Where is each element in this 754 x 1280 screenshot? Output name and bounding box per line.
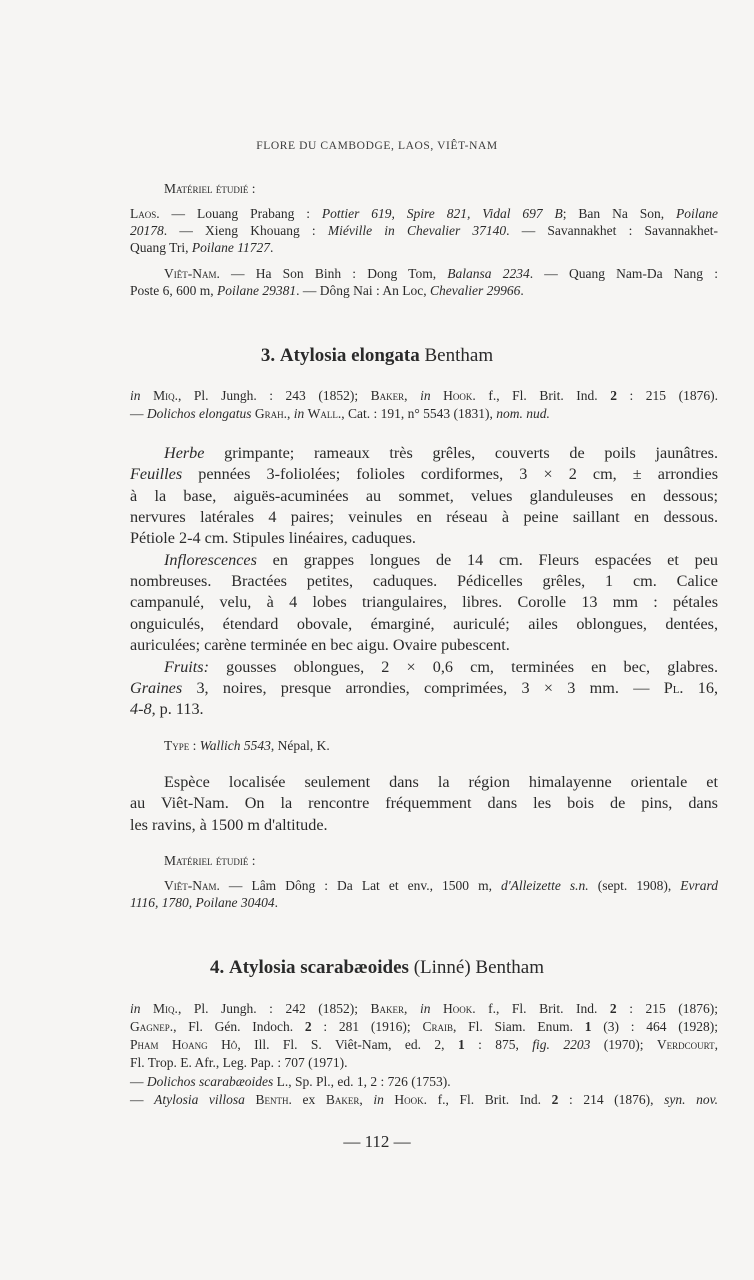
desc-line-1: Herbe grimpante; rameaux très grêles, couverts de poils jaunâtres.: [164, 444, 718, 462]
distribution-line-3: les ravins, à 1500 m d'altitude.: [130, 816, 328, 834]
species-3-ref-2: — Dolichos elongatus Grah., in Wall., Cat. : 191, n° 5543 (1831), nom. nud.: [130, 406, 550, 421]
desc-line-12: Graines 3, noires, presque arrondies, comprimées, 3 × 3 mm. — Pl. 16,: [130, 679, 718, 697]
species-3-ref-1: in Miq., Pl. Jungh. : 243 (1852); Baker, in Hook. f., Fl. Brit. Ind. 2 : 215 (1876).: [130, 388, 718, 403]
desc-line-9: onguiculés, étendard obovale, émarginé, auriculé; ailes oblongues, dentées,: [130, 615, 718, 633]
materiel-heading-1: Matériel étudié :: [164, 181, 256, 196]
desc-line-2: Feuilles pennées 3-foliolées; folioles cordiformes, 3 × 2 cm, ± arrondies: [130, 465, 718, 483]
page-number: — 112 —: [343, 1132, 411, 1151]
type-line: Type : Wallich 5543, Népal, K.: [164, 738, 330, 753]
distribution-line-2: au Viêt-Nam. On la rencontre fréquemment dans les bois de pins, dans: [130, 794, 718, 812]
desc-line-3: à la base, aiguës-acuminées au sommet, velues glanduleuses en dessous;: [130, 487, 718, 505]
species-3-title: 3. Atylosia elongata Bentham: [260, 345, 494, 366]
materiel-heading-2: Matériel étudié :: [164, 853, 256, 868]
distribution-line-1: Espèce localisée seulement dans la région himalayenne orientale et: [164, 773, 718, 791]
desc-line-10: auriculées; carène terminée en bec aigu. Ovaire pubescent.: [130, 636, 510, 654]
species-4-ref-5: — Dolichos scarabæoides L., Sp. Pl., ed. 1, 2 : 726 (1753).: [130, 1074, 451, 1089]
desc-line-8: campanulé, velu, à 4 lobes triangulaires, libres. Corolle 13 mm : pétales: [130, 593, 718, 611]
materiel-2-line-2: 1116, 1780, Poilane 30404.: [130, 895, 278, 910]
desc-line-7: nombreuses. Bractées petites, caduques. Pédicelles grêles, 1 cm. Calice: [130, 572, 718, 590]
vietnam-line-2: Poste 6, 600 m, Poilane 29381. — Dông Nai : An Loc, Chevalier 29966.: [130, 283, 524, 298]
desc-line-5: Pétiole 2-4 cm. Stipules linéaires, caduques.: [130, 529, 416, 547]
vietnam-line-1: Viêt-Nam. — Ha Son Binh : Dong Tom, Balansa 2234. — Quang Nam-Da Nang :: [164, 266, 718, 281]
laos-line-1: Laos. — Louang Prabang : Pottier 619, Spire 821, Vidal 697 B; Ban Na Son, Poilane: [130, 206, 718, 221]
species-4-title: 4. Atylosia scarabæoides (Linné) Bentham: [209, 957, 545, 978]
desc-line-6: Inflorescences en grappes longues de 14 cm. Fleurs espacées et peu: [164, 551, 718, 569]
species-4-ref-3: Pham Hoang Hô, Ill. Fl. S. Viêt-Nam, ed. 2, 1 : 875, fig. 2203 (1970); Verdcourt,: [130, 1037, 718, 1052]
desc-line-11: Fruits: gousses oblongues, 2 × 0,6 cm, terminées en bec, glabres.: [164, 658, 718, 676]
laos-line-2: 20178. — Xieng Khouang : Miéville in Chevalier 37140. — Savannakhet : Savannakhet-: [130, 223, 718, 238]
materiel-2-line-1: Viêt-Nam. — Lâm Dông : Da Lat et env., 1500 m, d'Alleizette s.n. (sept. 1908), Evrard: [164, 878, 719, 893]
desc-line-13: 4-8, p. 113.: [130, 700, 204, 718]
species-4-ref-4: Fl. Trop. E. Afr., Leg. Pap. : 707 (1971).: [130, 1055, 348, 1070]
species-4-ref-6: — Atylosia villosa Benth. ex Baker, in Hook. f., Fl. Brit. Ind. 2 : 214 (1876), syn. nov.: [130, 1092, 718, 1107]
running-head: FLORE DU CAMBODGE, LAOS, VIÊT-NAM: [256, 140, 498, 152]
species-4-ref-1: in Miq., Pl. Jungh. : 242 (1852); Baker, in Hook. f., Fl. Brit. Ind. 2 : 215 (1876);: [130, 1001, 718, 1016]
species-4-ref-2: Gagnep., Fl. Gén. Indoch. 2 : 281 (1916); Craib, Fl. Siam. Enum. 1 (3) : 464 (1928);: [130, 1019, 718, 1034]
laos-line-3: Quang Tri, Poilane 11727.: [130, 240, 274, 255]
desc-line-4: nervures latérales 4 paires; veinules en réseau à peine saillant en dessous.: [130, 508, 718, 526]
